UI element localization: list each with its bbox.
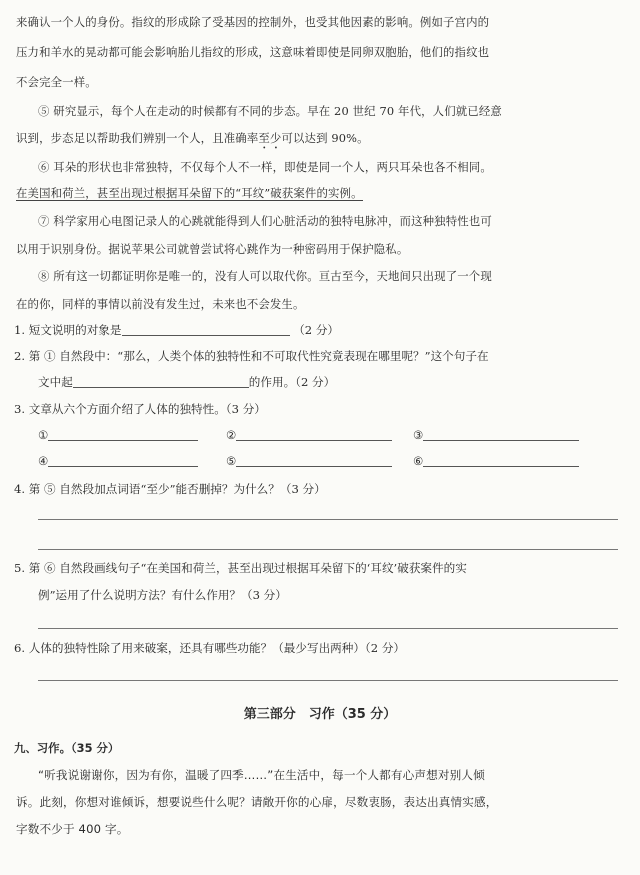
q3-slot-5 <box>226 454 392 468</box>
passage-line: 压力和羊水的晃动都可能会影响胎儿指纹的形成，这意味着即使是同卵双胞胎，他们的指纹也 <box>16 45 490 59</box>
passage-text: 可以达到 90%。 <box>281 131 369 145</box>
question-5-cont: 例”运用了什么说明方法？有什么作用？（3 分） <box>38 588 287 602</box>
question-5: 5. 第 ⑥ 自然段画线句子“在美国和荷兰，甚至出现过根据耳朵留下的‘耳纹’破获案件的实 <box>14 561 467 575</box>
question-score: （2 分） <box>293 323 340 337</box>
answer-blank[interactable] <box>236 455 392 467</box>
passage-line: 不会完全一样。 <box>16 75 97 89</box>
slot-label: ⑥ <box>413 454 424 468</box>
answer-blank[interactable] <box>236 429 392 441</box>
question-6: 6. 人体的独特性除了用来破案，还具有哪些功能？（最少写出两种）（2 分） <box>14 641 406 655</box>
answer-blank[interactable] <box>423 429 579 441</box>
slot-label: ① <box>38 428 49 442</box>
passage-text: 识到，步态足以帮助我们辨别一个人，且准确率 <box>16 131 259 145</box>
answer-blank[interactable] <box>48 429 198 441</box>
paragraph-8-line: ⑧ 所有这一切都证明你是唯一的，没有人可以取代你。亘古至今，天地间只出现了一个现 <box>38 269 492 283</box>
answer-line[interactable] <box>38 519 618 520</box>
underlined-sentence: 在美国和荷兰，甚至出现过根据耳朵留下的“耳纹”破获案件的实例。 <box>16 186 363 200</box>
emphasized-word: 至少 <box>258 131 282 145</box>
slot-label: ⑤ <box>226 454 237 468</box>
paragraph-5-line: ⑤ 研究显示，每个人在走动的时候都有不同的步态。早在 20 世纪 70 年代，人们就已经意 <box>38 104 502 118</box>
q3-slot-4 <box>38 454 198 468</box>
paragraph-5-line <box>16 130 626 152</box>
question-2-cont <box>38 374 626 390</box>
question-1 <box>14 322 626 338</box>
writing-prompt-line: 字数不少于 400 字。 <box>16 822 129 836</box>
question-text: 1. 短文说明的对象是 <box>14 323 122 337</box>
writing-prompt-line: “听我说谢谢你，因为有你，温暖了四季……”在生活中，每一个人都有心声想对别人倾 <box>38 768 485 782</box>
paragraph-6-line <box>16 185 626 201</box>
answer-line[interactable] <box>38 680 618 681</box>
slot-label: ④ <box>38 454 49 468</box>
paragraph-8-line: 在的你，同样的事情以前没有发生过，未来也不会发生。 <box>16 297 305 311</box>
q3-slot-2 <box>226 428 392 442</box>
passage-line: 来确认一个人的身份。指纹的形成除了受基因的控制外，也受其他因素的影响。例如子宫内的 <box>16 15 490 29</box>
answer-line[interactable] <box>38 628 618 629</box>
question-2: 2. 第 ① 自然段中：“那么，人类个体的独特性和不可取代性究竟表现在哪里呢？”这个句子在 <box>14 349 489 363</box>
q3-slot-3 <box>413 428 579 442</box>
question-3: 3. 文章从六个方面介绍了人体的独特性。（3 分） <box>14 402 266 416</box>
question-4: 4. 第 ⑤ 自然段加点词语“至少”能否删掉？为什么？（3 分） <box>14 482 326 496</box>
answer-line[interactable] <box>38 549 618 550</box>
section-title: 第三部分 习作（35 分） <box>243 707 397 722</box>
question-text: 的作用。（2 分） <box>248 375 336 389</box>
paragraph-6-line: ⑥ 耳朵的形状也非常独特，不仅每个人不一样，即使是同一个人，两只耳朵也各不相同。 <box>38 160 492 174</box>
paragraph-7-line: 以用于识别身份。据说苹果公司就曾尝试将心跳作为一种密码用于保护隐私。 <box>16 242 409 256</box>
answer-blank[interactable] <box>73 376 249 388</box>
slot-label: ② <box>226 428 237 442</box>
paragraph-7-line: ⑦ 科学家用心电图记录人的心跳就能得到人们心脏活动的独特电脉冲，而这种独特性也可 <box>38 214 492 228</box>
question-9: 九、习作。（35 分） <box>14 741 120 755</box>
answer-blank[interactable] <box>122 324 290 336</box>
writing-prompt-line: 诉。此刻，你想对谁倾诉，想要说些什么呢？请敞开你的心扉，尽数衷肠，表达出真情实感， <box>16 795 498 809</box>
q3-slot-1 <box>38 428 198 442</box>
answer-blank[interactable] <box>423 455 579 467</box>
answer-blank[interactable] <box>48 455 198 467</box>
question-text: 文中起 <box>38 375 73 389</box>
slot-label: ③ <box>413 428 424 442</box>
q3-slot-6 <box>413 454 579 468</box>
